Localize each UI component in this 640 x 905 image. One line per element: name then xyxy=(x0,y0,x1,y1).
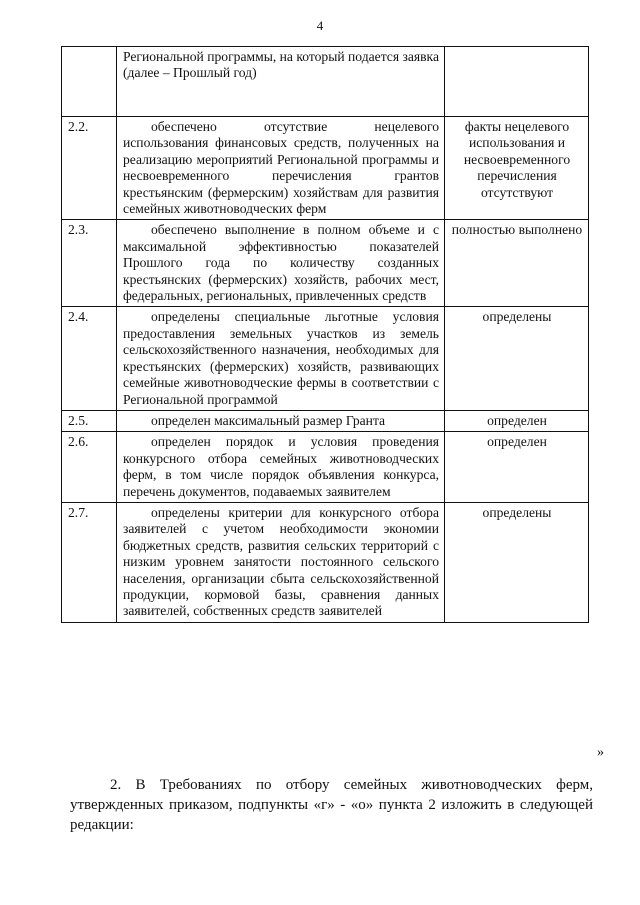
row-result: факты нецелевого использования и несвоевременного перечисления отсутствуют xyxy=(445,117,589,220)
row-text: определены специальные льготные условия предоставления земельных участков из земель сельскохозяйственного назначения, необходимых для крестьянских (фермерских) хозяйств, развивающих семейные животноводческие фермы в соответствии с Региональной программой xyxy=(117,307,445,410)
table-row xyxy=(62,307,589,410)
table-row xyxy=(62,432,589,503)
row-number: 2.4. xyxy=(62,307,117,410)
table-row xyxy=(62,47,589,117)
table-row xyxy=(62,220,589,307)
row-number xyxy=(62,47,117,117)
row-text: обеспечено выполнение в полном объеме и с максимальной эффективностью показателей Прошлого года по количеству созданных крестьянских (фермерских) хозяйств, рабочих мест, федеральных, региональных, привлеченных средств xyxy=(117,220,445,307)
page-number: 4 xyxy=(316,18,324,33)
row-text: обеспечено отсутствие нецелевого использования финансовых средств, полученных на реализацию мероприятий Региональной программы и несвоевременного перечисления грантов крестьянским (фермерским) хозяйствам для развития семейных животноводческих ферм xyxy=(117,117,445,220)
table-row xyxy=(62,502,589,622)
table-row xyxy=(62,117,589,220)
criteria-table xyxy=(61,46,589,623)
row-result xyxy=(445,47,589,117)
row-number: 2.5. xyxy=(62,410,117,431)
row-result: определен xyxy=(445,432,589,503)
row-text: определены критерии для конкурсного отбора заявителей с учетом необходимости экономии бюджетных средств, развития сельских территорий с низким уровнем занятости постоянного сельского населения, организации сбыта сельскохозяйственной продукции, кормовой базы, сравнения данных заявителей, собственных средств заявителей xyxy=(117,502,445,622)
row-result: полностью выполнено xyxy=(445,220,589,307)
row-number: 2.3. xyxy=(62,220,117,307)
row-text: определен максимальный размер Гранта xyxy=(117,410,445,431)
row-number: 2.7. xyxy=(62,502,117,622)
row-number: 2.2. xyxy=(62,117,117,220)
row-result: определены xyxy=(445,307,589,410)
row-result: определен xyxy=(445,410,589,431)
row-result: определены xyxy=(445,502,589,622)
row-text: определен порядок и условия проведения конкурсного отбора семейных животноводческих ферм, в том числе порядок объявления конкурса, перечень документов, подаваемых заявителем xyxy=(117,432,445,503)
amendment-paragraph: 2. В Требованиях по отбору семейных животноводческих ферм, утвержденных приказом, подпункты «г» - «о» пункта 2 изложить в следующей редакции: xyxy=(70,777,593,833)
table-row xyxy=(62,410,589,431)
row-number: 2.6. xyxy=(62,432,117,503)
closing-quote: » xyxy=(597,745,604,760)
row-text: Региональной программы, на который подается заявка (далее – Прошлый год) xyxy=(117,47,445,117)
